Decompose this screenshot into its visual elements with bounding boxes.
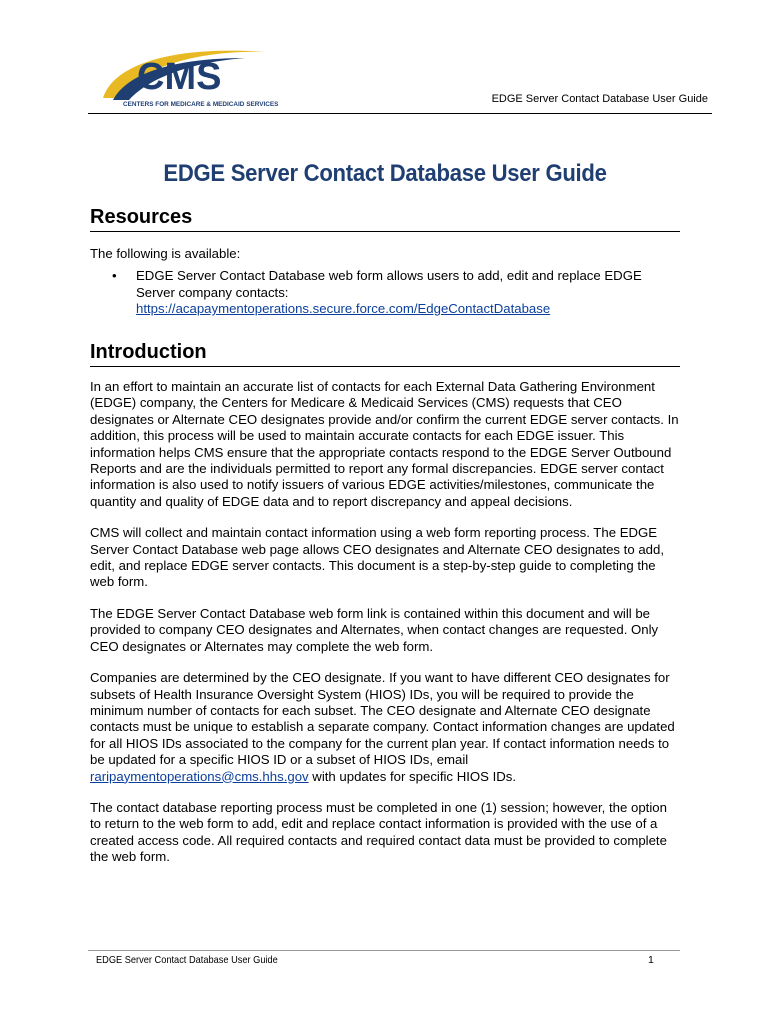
list-item [136, 268, 680, 317]
resources-heading: Resources [90, 206, 680, 232]
intro-paragraph-4 [90, 670, 680, 785]
footer-title: EDGE Server Contact Database User Guide [96, 954, 278, 966]
p4-text-before: Companies are determined by the CEO designate. If you want to have different CEO designates for subsets of Health Insurance Oversight System (HIOS) IDs, you will be required to provide the minimum number of contacts for each subset. The CEO designate and Alternate CEO designate contacts must be unique to establish a separate company. Contact information changes are updated for all HIOS IDs associated to the company for the current plan year. If contact information needs to be updated for a specific HIOS ID or a subset of HIOS IDs, email [90, 670, 675, 768]
intro-paragraph-1: In an effort to maintain an accurate list of contacts for each External Data Gathering Environment (EDGE) company, the Centers for Medicare & Medicaid Services (CMS) requests that CEO designates or Alternate CEO designates provide and/or confirm the current EDGE server contacts. In addition, this process will be used to maintain accurate contacts for each EDGE issuer. This information helps CMS ensure that the appropriate contacts respond to the EDGE Server Outbound Reports and are the individuals permitted to report any formal discrepancies. EDGE server contact information is also used to notify issuers of various EDGE activities/milestones, communicate the quantity and quality of EDGE data and to report discrepancy and appeal decisions. [90, 379, 679, 509]
document-title: EDGE Server Contact Database User Guide [163, 160, 607, 187]
edge-contact-database-link[interactable]: https://acapaymentoperations.secure.force.com/EdgeContactDatabase [136, 301, 551, 317]
cms-logo [95, 42, 295, 112]
running-header: EDGE Server Contact Database User Guide [491, 93, 708, 105]
email-link[interactable]: raripaymentoperations@cms.hhs.gov [90, 768, 309, 784]
logo-tagline: CENTERS FOR MEDICARE & MEDICAID SERVICES [123, 101, 279, 108]
logo-wordmark: CMS [137, 56, 222, 98]
header-rule [88, 113, 712, 114]
introduction-heading: Introduction [90, 341, 680, 367]
p4-text-after: with updates for specific HIOS IDs. [308, 768, 517, 784]
bullet-text: EDGE Server Contact Database web form allows users to add, edit and replace EDGE Server company contacts: [136, 268, 642, 300]
resources-section [90, 206, 680, 318]
resources-intro: The following is available: [90, 246, 241, 261]
page-number: 1 [648, 954, 654, 966]
intro-paragraph-3: The EDGE Server Contact Database web form link is contained within this document and will be provided to company CEO designates and Alternates, when contact changes are requested. Only CEO designates or Alternates may complete the web form. [90, 605, 659, 654]
footer-rule [88, 950, 680, 951]
intro-paragraph-2: CMS will collect and maintain contact information using a web form reporting process. The EDGE Server Contact Database web page allows CEO designates and Alternate CEO designates to add, edit, and replace EDGE server contacts. This document is a step-by-step guide to completing the web form. [90, 525, 664, 590]
introduction-section [90, 341, 680, 866]
resources-list [90, 268, 680, 317]
intro-paragraph-5: The contact database reporting process must be completed in one (1) session; however, the option to return to the web form to add, edit and replace contact information is provided with the use of a created access code. All required contacts and required contact data must be provided to complete the web form. [90, 799, 667, 865]
